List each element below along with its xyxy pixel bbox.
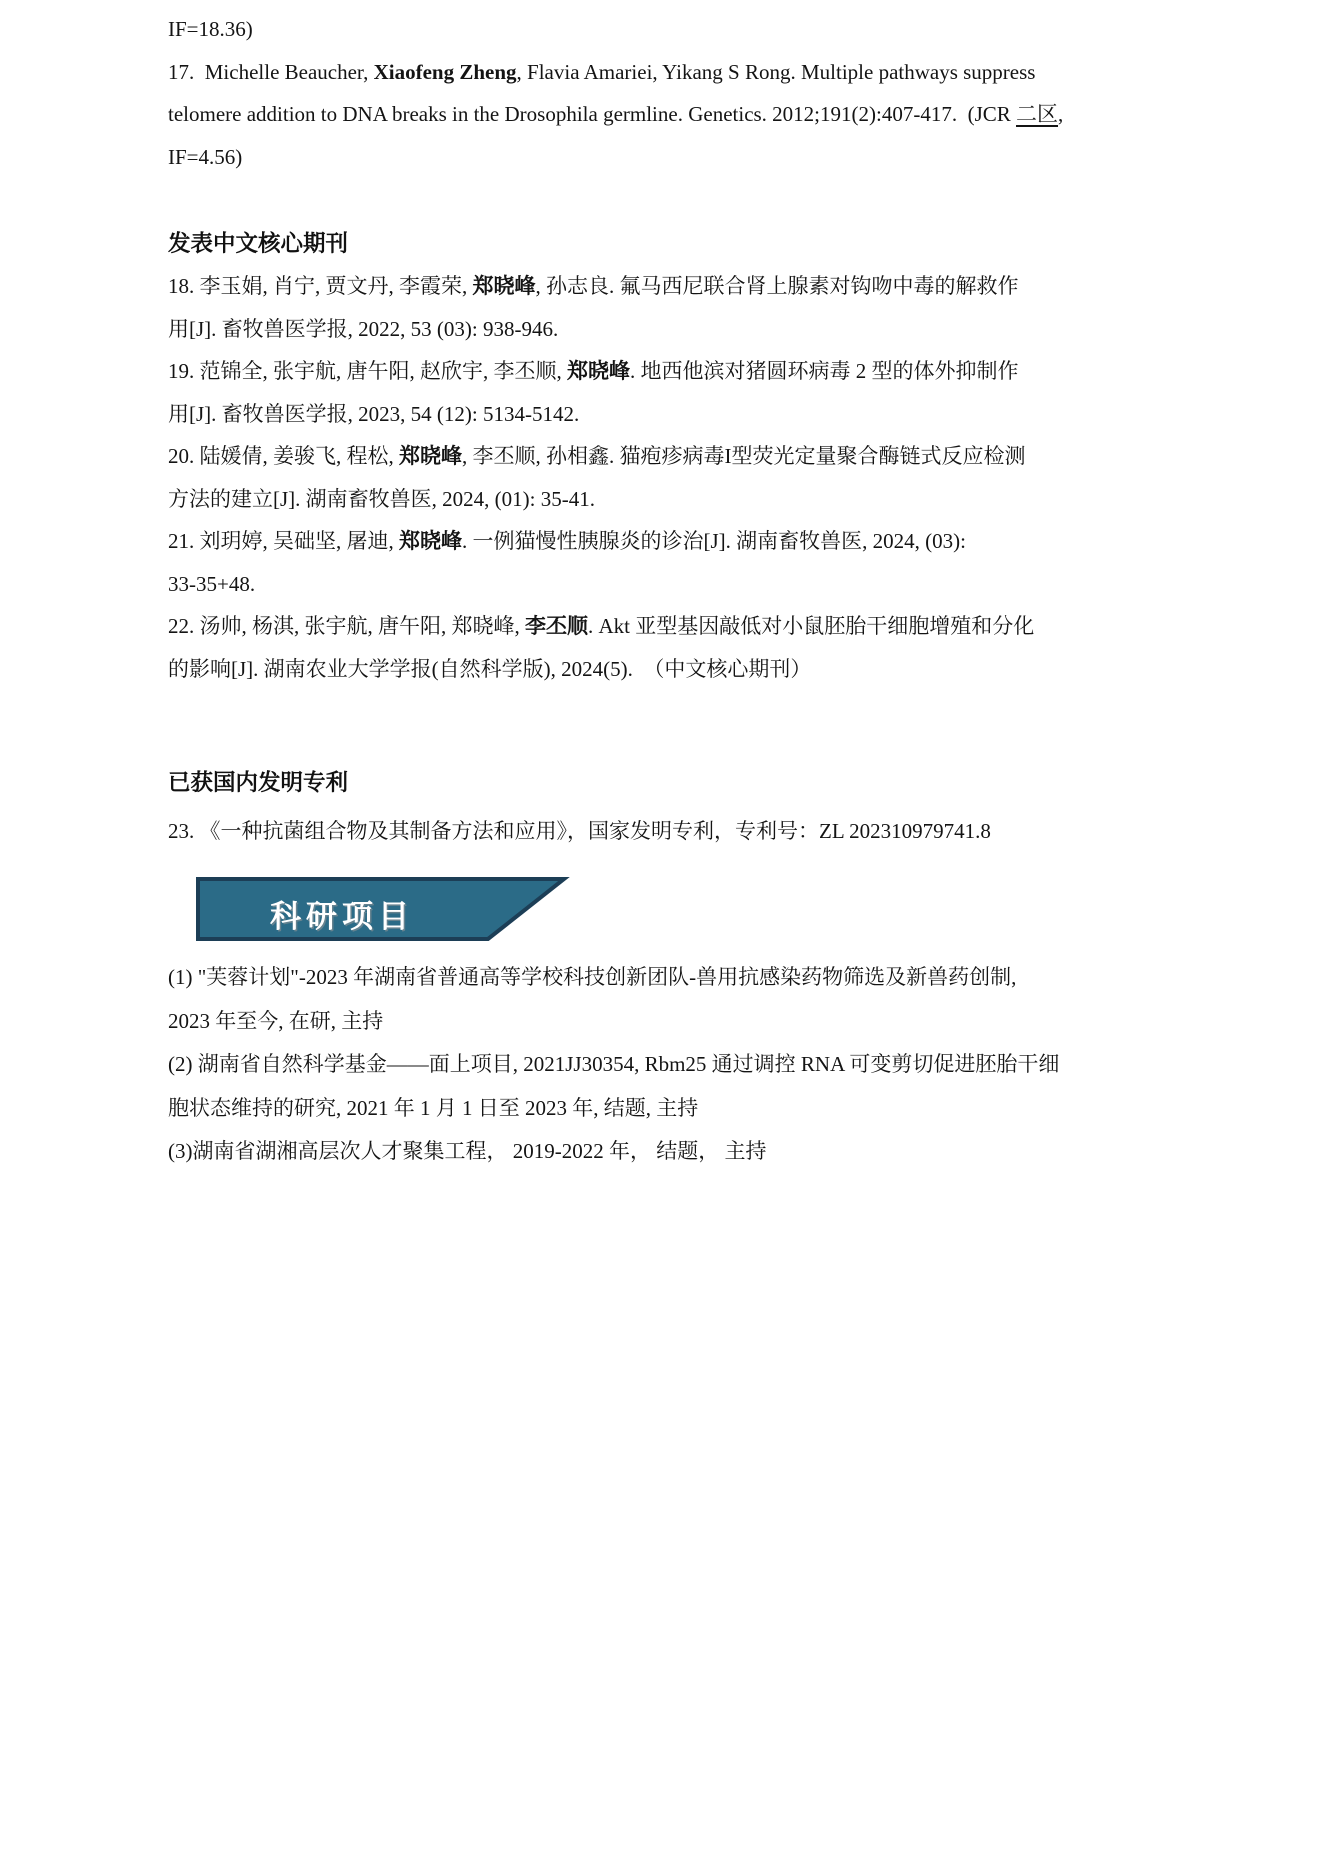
- text-segment: 郑晓峰: [399, 529, 462, 553]
- section-heading-patents: 已获国内发明专利: [168, 770, 349, 795]
- text-line: [168, 1043, 1059, 1087]
- text-line: [168, 93, 1063, 136]
- text-segment: (3)湖南省湖湘高层次人才聚集工程， 2019-2022 年， 结题， 主持: [168, 1139, 767, 1163]
- text-segment: , 孙志良. 氟马西尼联合肾上腺素对钩吻中毒的解救作: [535, 274, 1019, 298]
- text-segment: IF=4.56): [168, 144, 243, 169]
- text-line: [168, 8, 1063, 51]
- text-segment: 18. 李玉娟, 肖宁, 贾文丹, 李霞荣,: [168, 274, 473, 298]
- text-segment: 17. Michelle Beaucher,: [168, 59, 374, 84]
- text-segment: , 李丕顺, 孙相鑫. 猫疱疹病毒I型荧光定量聚合酶链式反应检测: [462, 444, 1026, 468]
- text-line: [168, 563, 1034, 606]
- section-heading-chinese-core-journals: 发表中文核心期刊: [168, 231, 349, 256]
- text-segment: 的影响[J]. 湖南农业大学学报(自然科学版), 2024(5). （中文核心期刊）: [168, 656, 812, 681]
- text-segment: telomere addition to DNA breaks in the Drosophila germline. Genetics. 2012;191(2):407-417. (JCR: [168, 102, 1017, 126]
- text-line: [168, 1000, 1059, 1044]
- text-segment: ,: [1058, 102, 1064, 126]
- text-segment: 二区: [1016, 102, 1059, 126]
- text-segment: (2) 湖南省自然科学基金——面上项目, 2021JJ30354, Rbm25 通过调控 RNA 可变剪切促进胚胎干细: [168, 1052, 1060, 1076]
- publication-list-english: [168, 8, 1063, 178]
- patent-item: [168, 810, 991, 853]
- text-line: [168, 393, 1034, 436]
- text-segment: 22. 汤帅, 杨淇, 张宇航, 唐午阳, 郑晓峰,: [168, 614, 525, 638]
- text-line: [168, 520, 1034, 563]
- text-line: [168, 308, 1034, 351]
- text-segment: 21. 刘玥婷, 吴础坚, 屠迪,: [168, 529, 399, 553]
- text-segment: 20. 陆媛倩, 姜骏飞, 程松,: [168, 444, 399, 468]
- text-segment: (1) "芙蓉计划"-2023 年湖南省普通高等学校科技创新团队-兽用抗感染药物筛选及新兽药创制,: [168, 965, 1017, 989]
- research-projects-list: [168, 956, 1059, 1174]
- text-line: [168, 605, 1034, 648]
- text-segment: 胞状态维持的研究, 2021 年 1 月 1 日至 2023 年, 结题, 主持: [168, 1095, 699, 1120]
- text-segment: 方法的建立[J]. 湖南畜牧兽医, 2024, (01): 35-41.: [168, 486, 595, 511]
- research-projects-banner: [196, 876, 570, 944]
- text-line: [168, 810, 991, 853]
- text-segment: 用[J]. 畜牧兽医学报, 2023, 54 (12): 5134-5142.: [168, 401, 580, 426]
- text-segment: . 地西他滨对猪圆环病毒 2 型的体外抑制作: [630, 359, 1019, 383]
- text-line: [168, 1130, 1059, 1174]
- text-segment: 23. 《一种抗菌组合物及其制备方法和应用》，国家发明专利，专利号：ZL 202310979741.8: [168, 819, 991, 843]
- text-line: [168, 1087, 1059, 1131]
- text-line: [168, 648, 1034, 691]
- text-line: [168, 956, 1059, 1000]
- text-line: [168, 350, 1034, 393]
- text-segment: Xiaofeng Zheng: [373, 59, 517, 84]
- banner-label: 科研项目: [270, 899, 414, 934]
- text-line: [168, 265, 1034, 308]
- text-segment: , Flavia Amariei, Yikang S Rong. Multiple pathways suppress: [516, 59, 1036, 84]
- text-line: [168, 435, 1034, 478]
- text-segment: . Akt 亚型基因敲低对小鼠胚胎干细胞增殖和分化: [588, 614, 1035, 638]
- text-segment: 郑晓峰: [567, 359, 630, 383]
- text-line: [168, 478, 1034, 521]
- publication-list-chinese: [168, 265, 1034, 690]
- text-segment: 2023 年至今, 在研, 主持: [168, 1008, 384, 1033]
- text-segment: 33-35+48.: [168, 571, 256, 596]
- text-segment: IF=18.36): [168, 17, 253, 41]
- text-line: [168, 136, 1063, 179]
- text-segment: 用[J]. 畜牧兽医学报, 2022, 53 (03): 938-946.: [168, 316, 559, 341]
- text-segment: 19. 范锦全, 张宇航, 唐午阳, 赵欣宇, 李丕顺,: [168, 359, 567, 383]
- text-segment: 李丕顺: [525, 614, 588, 638]
- text-segment: . 一例猫慢性胰腺炎的诊治[J]. 湖南畜牧兽医, 2024, (03):: [462, 529, 966, 553]
- text-segment: 郑晓峰: [472, 274, 536, 298]
- text-segment: 郑晓峰: [399, 444, 462, 468]
- text-line: [168, 51, 1063, 94]
